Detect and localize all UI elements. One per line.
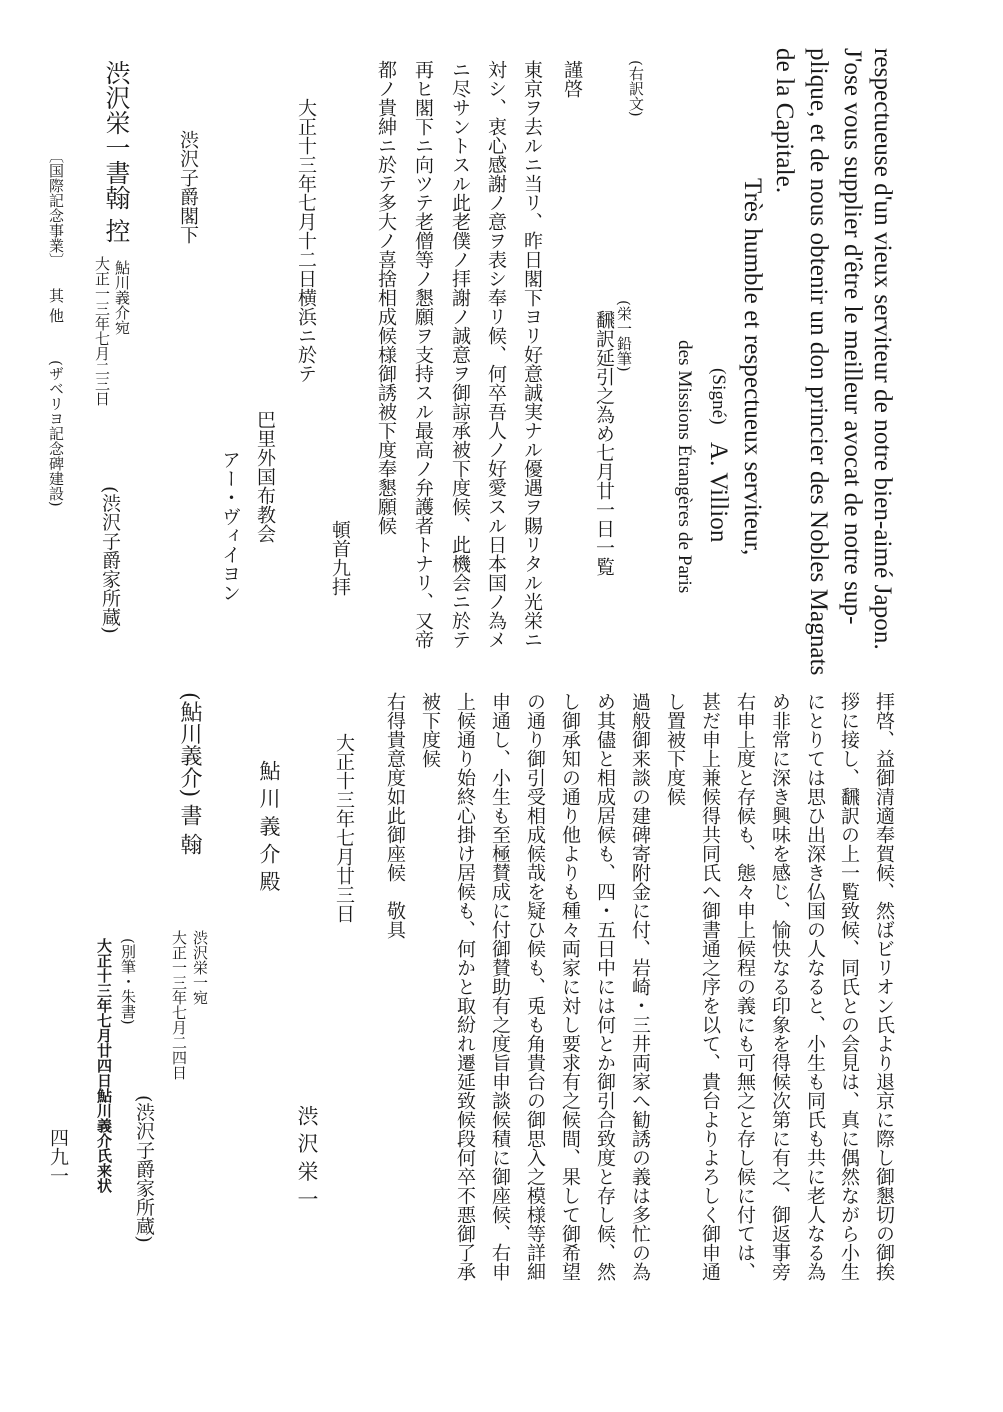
category-label-2: 其 他 <box>47 288 65 323</box>
addressee: 渋沢子爵閣下 <box>177 130 199 244</box>
body-line-3: ニ尽サントスル此老僕ノ拝謝ノ誠意ヲ御諒承被下度候、此機会ニ於テ <box>449 60 471 649</box>
letter-line-10: し御承知の通り他よりも種々両家に対し要求有之候間、果して御希望 <box>559 692 581 1281</box>
letter-line-12: 申通し、小生も至極賛成に付御賛助有之度旨申談候積に御座候、右申 <box>489 692 511 1281</box>
reply-to: 渋沢栄一宛 <box>191 930 209 1005</box>
pencil-note-label: (栄一鉛筆) <box>615 300 633 372</box>
latin-line-3: plique, et de nous obtenir un don princier des Nobles Magnats <box>805 48 832 676</box>
body-line-5: 都ノ貴紳ニ於テ多大ノ喜捨相成候様御誘被下度奉懇願候 <box>375 60 397 535</box>
letter-line-15: 右得貴意度如此御座候 敬具 <box>384 692 406 939</box>
body-line-2: 対シ、衷心感謝ノ意ヲ表シ奉リ候、何卒吾人ノ好愛スル日本国ノ為メ <box>485 60 507 649</box>
kinkei: 謹啓 <box>561 60 583 98</box>
book-title: 渋沢栄一書翰 控 <box>102 60 131 243</box>
letter-line-3: にとりては思ひ出深き仏国の人なると、小生も同氏も共に老人なる為 <box>804 692 826 1281</box>
top-date: 大正十三年七月十二日横浜ニ於テ <box>295 98 317 383</box>
latin-line-1: respectueuse d'un vieux serviteur de notre bien-aimé Japon. <box>869 48 896 650</box>
bottom-date: 大正十三年七月廿三日 <box>333 733 355 923</box>
book-source: (渋沢子爵家所蔵) <box>99 486 121 634</box>
book-to: 鮎川義介宛 <box>113 260 131 335</box>
reply-title: (鮎川義介) 書 翰 <box>177 692 202 856</box>
sender-name: アー・ヴィイヨン <box>219 450 241 602</box>
pencil-note: 飜訳延引之為め七月廿一日一覧 <box>593 310 615 576</box>
letter-line-8: 過般御来談の建碑寄附金に付、岩崎・三井両家へ勧誘の義は多忙の為 <box>629 692 651 1281</box>
letter-line-2: 拶に接し、飜訳の上一覧致候、同氏との会見は、真に偶然ながら小生 <box>838 692 860 1281</box>
letter-line-11: の通り御引受相成候哉を疑ひ候も、兎も角貴台の御思入之模様等詳細 <box>524 692 546 1281</box>
tonshu: 頓首九拝 <box>329 520 351 596</box>
latin-line-2: J'ose vous supplier d'être le meilleur avocat de notre sup- <box>839 48 866 625</box>
page-number: 四九一 <box>47 1128 69 1185</box>
letter-line-9: め其儘と相成居候も、四・五日中には何とか御引合致度と存し候、然 <box>594 692 616 1281</box>
reply-source: (渋沢子爵家所蔵) <box>133 1095 155 1243</box>
translation-label: (右訳文) <box>627 60 645 117</box>
sender-org: 巴里外国布教会 <box>254 410 276 543</box>
letter-line-13: 上候通り始終心掛け居候も、何かと取紛れ遷延致候段何卒不悪御了承 <box>454 692 476 1281</box>
letter-line-5: 右申上度と存候も、態々申上候程の義にも可無之と存し候に付ては、 <box>734 692 756 1281</box>
missions-line: des Missions Étrangères de Paris <box>674 340 695 594</box>
reply-date: 大正一三年七月二四日 <box>170 930 188 1080</box>
signe-label: (Signé) <box>708 368 729 425</box>
reply-note-label: (別筆・朱書) <box>119 938 137 1025</box>
letter-line-14: 被下度候 <box>419 692 441 768</box>
closing-line: Très humble et respectueux serviteur, <box>739 178 766 556</box>
letter-line-6: 甚だ申上兼候得共同氏へ御書通之序を以て、貴台よりよろしく御申通 <box>699 692 721 1281</box>
category-label-3: (ザベリヨ記念碑建設) <box>47 360 65 507</box>
category-label: 〔国際記念事業〕 <box>47 148 65 268</box>
letter-line-7: し置被下度候 <box>664 692 686 806</box>
body-line-1: 東京ヲ去ルニ当リ、昨日閣下ヨリ好意誠実ナル優遇ヲ賜リタル光栄ニ <box>521 60 543 649</box>
reply-note: 大正十三年七月廿四日鮎川義介氏来状 <box>95 938 113 1193</box>
letter-line-4: め非常に深き興味を感じ、愉快なる印象を得候次第に有之、御返事旁 <box>769 692 791 1281</box>
bottom-addressee: 鮎 川 義 介 殿 <box>257 760 281 892</box>
letter-line-1: 拝啓、益御清適奉賀候、然ばビリオン氏より退京に際し御懇切の御挨 <box>873 692 895 1281</box>
book-date: 大正一三年七月二三日 <box>93 256 111 406</box>
bottom-signature: 渋 沢 栄 一 <box>295 1105 319 1210</box>
latin-line-4: de la Capitale. <box>771 48 798 194</box>
signer-name: A. Villion <box>705 442 732 543</box>
body-line-4: 再ヒ閣下ニ向ツテ老僧等ノ懇願ヲ支持スル最高ノ弁護者トナリ、又帝 <box>412 60 434 649</box>
